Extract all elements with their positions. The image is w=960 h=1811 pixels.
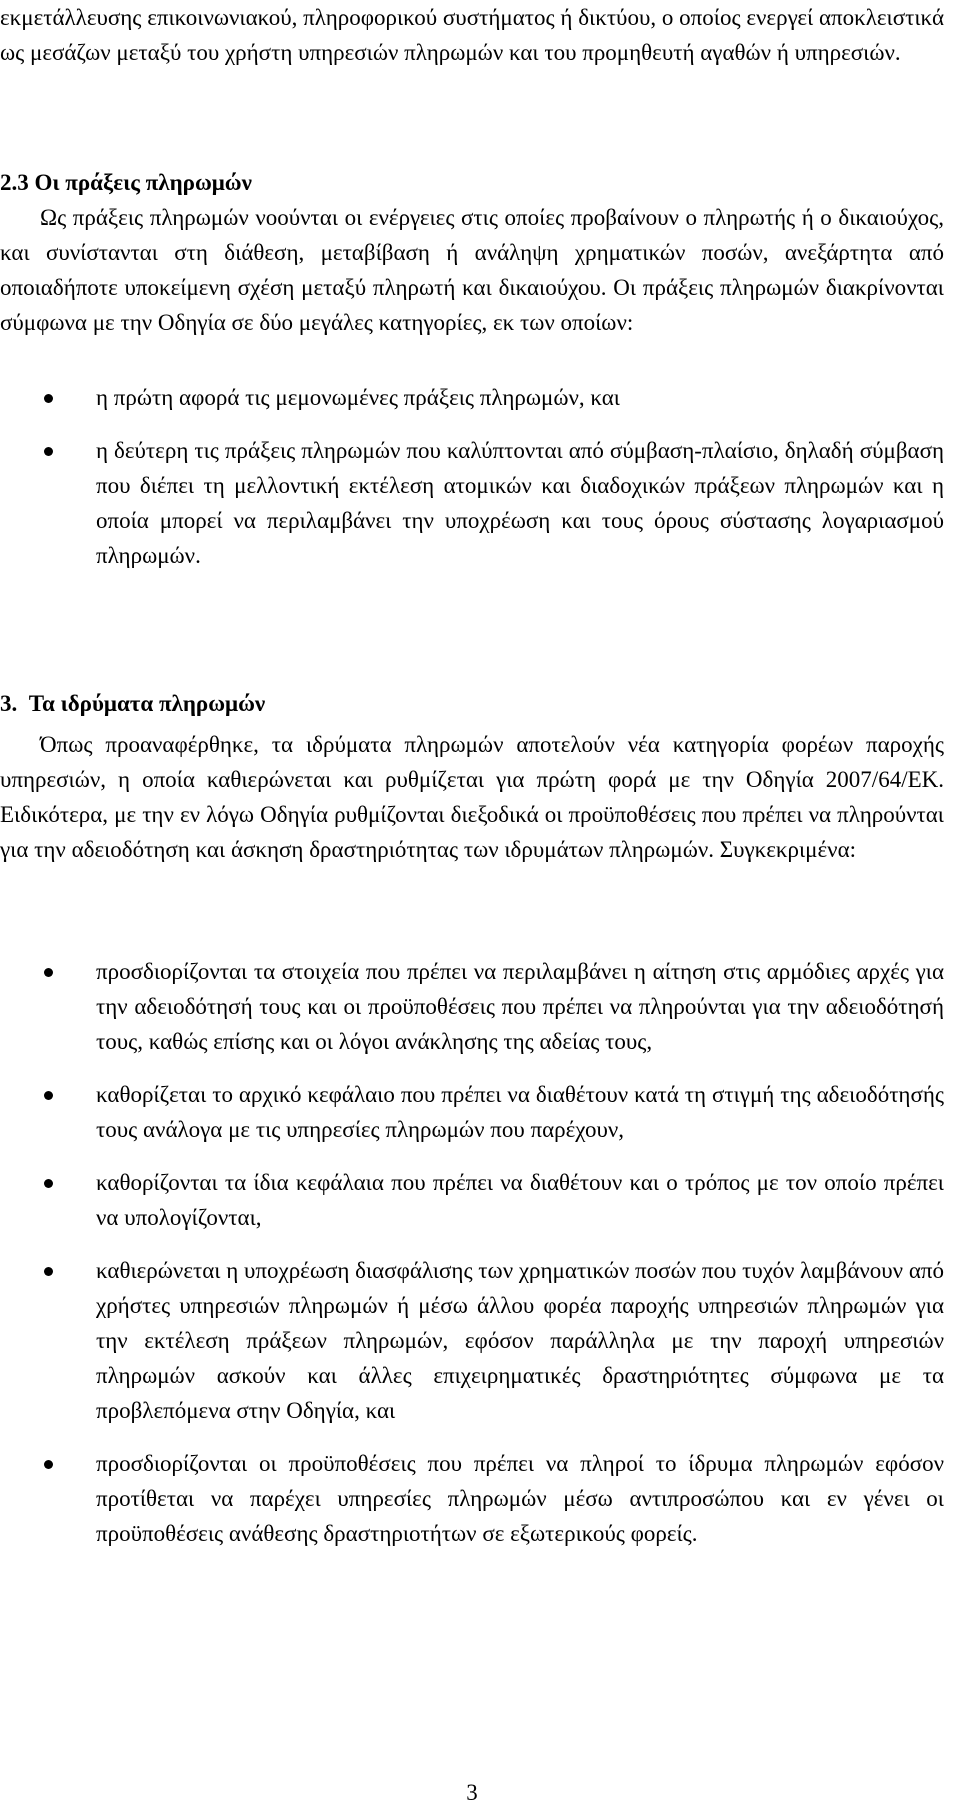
list-item bbox=[0, 433, 944, 573]
section-title: Τα ιδρύματα πληρωμών bbox=[28, 691, 266, 716]
section-number: 3. bbox=[0, 691, 18, 716]
section-3-paragraph: Όπως προαναφέρθηκε, τα ιδρύματα πληρωμών αποτελούν νέα κατηγορία φορέων παροχής υπηρεσιών, η οποία καθιερώνεται και ρυθμίζεται για πρώτη φορά με την Οδηγία 2007/64/ΕΚ. Ειδικότερα, με την εν λόγω Οδηγία ρυθμίζονται διεξοδικά οι προϋποθέσεις που πρέπει να πληρούνται για την αδειοδότηση και άσκηση δραστηριότητας των ιδρυμάτων πληρωμών. Συγκεκριμένα: bbox=[0, 732, 944, 862]
list-item-text: προσδιορίζονται τα στοιχεία που πρέπει να περιλαμβάνει η αίτηση στις αρμόδιες αρχές για την αδειοδότησή τους και οι προϋποθέσεις που πρέπει να πληρούνται για την αδειοδότησή τους, καθώς επίσης και οι λόγοι ανάκλησης της αδείας τους, bbox=[96, 959, 944, 1054]
list-item bbox=[0, 1165, 944, 1235]
bullet-icon bbox=[44, 1091, 53, 1100]
section-2-3-heading: 2.3 Οι πράξεις πληρωμών bbox=[0, 170, 252, 195]
section-2-3-paragraph: Ως πράξεις πληρωμών νοούνται οι ενέργειες στις οποίες προβαίνουν ο πληρωτής ή ο δικαιούχος, και συνίστανται στη διάθεση, μεταβίβαση ή ανάληψη χρηματικών ποσών, ανεξάρτητα από οποιαδήποτε υποκείμενη σχέση μεταξύ πληρωτή και δικαιούχου. Οι πράξεις πληρωμών διακρίνονται σύμφωνα με την Οδηγία σε δύο μεγάλες κατηγορίες, εκ των οποίων: bbox=[0, 205, 944, 335]
intro-continuation-paragraph: εκμετάλλευσης επικοινωνιακού, πληροφορικού συστήματος ή δικτύου, ο οποίος ενεργεί αποκλειστικά ως μεσάζων μεταξύ του χρήστη υπηρεσιών πληρωμών και του προμηθευτή αγαθών ή υπηρεσιών. bbox=[0, 5, 944, 65]
list-item bbox=[0, 954, 944, 1059]
section-3-bullet-list bbox=[0, 954, 944, 1551]
section-3-heading bbox=[0, 686, 265, 721]
list-item-text: καθορίζεται το αρχικό κεφάλαιο που πρέπει να διαθέτουν κατά τη στιγμή της αδειοδότησής τους ανάλογα με τις υπηρεσίες πληρωμών που παρέχουν, bbox=[96, 1082, 944, 1142]
list-item-text: προσδιορίζονται οι προϋποθέσεις που πρέπει να πληροί το ίδρυμα πληρωμών εφόσον προτίθεται να παρέχει υπηρεσίες πληρωμών μέσω αντιπροσώπου και εν γένει οι προϋποθέσεις ανάθεσης δραστηριοτήτων σε εξωτερικούς φορείς. bbox=[96, 1451, 944, 1546]
bullet-icon bbox=[44, 968, 53, 977]
list-item bbox=[0, 380, 944, 415]
list-item-text: η πρώτη αφορά τις μεμονωμένες πράξεις πληρωμών, και bbox=[96, 385, 620, 410]
list-item-text: η δεύτερη τις πράξεις πληρωμών που καλύπτονται από σύμβαση-πλαίσιο, δηλαδή σύμβαση που διέπει τη μελλοντική εκτέλεση ατομικών και διαδοχικών πράξεων πληρωμών και η οποία μπορεί να περιλαμβάνει την υποχρέωση και τους όρους σύστασης λογαριασμού πληρωμών. bbox=[96, 438, 944, 568]
list-item-text: καθορίζονται τα ίδια κεφάλαια που πρέπει να διαθέτουν και ο τρόπος με τον οποίο πρέπει να υπολογίζονται, bbox=[96, 1170, 944, 1230]
bullet-icon bbox=[44, 394, 53, 403]
page-number: 3 bbox=[466, 1780, 478, 1805]
bullet-icon bbox=[44, 1460, 53, 1469]
list-item-text: καθιερώνεται η υποχρέωση διασφάλισης των χρηματικών ποσών που τυχόν λαμβάνουν από χρήστες υπηρεσιών πληρωμών ή μέσω άλλου φορέα παροχής υπηρεσιών πληρωμών για την εκτέλεση πράξεων πληρωμών, εφόσον παράλληλα με την παροχή υπηρεσιών πληρωμών ασκούν και άλλες επιχειρηματικές δραστηριότητες σύμφωνα με τα προβλεπόμενα στην Οδηγία, και bbox=[96, 1258, 944, 1423]
list-item bbox=[0, 1446, 944, 1551]
list-item bbox=[0, 1077, 944, 1147]
section-2-3-bullet-list bbox=[0, 380, 944, 573]
list-item bbox=[0, 1253, 944, 1428]
bullet-icon bbox=[44, 447, 53, 456]
bullet-icon bbox=[44, 1179, 53, 1188]
bullet-icon bbox=[44, 1267, 53, 1276]
